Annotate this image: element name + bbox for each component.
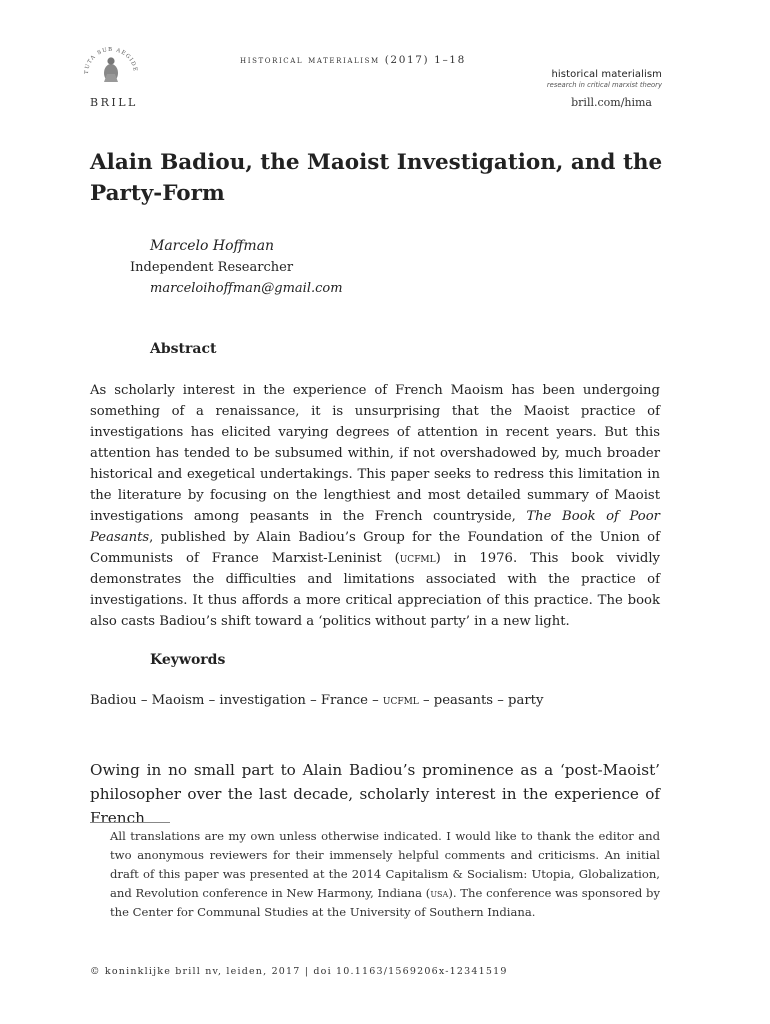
abstract-text: As scholarly interest in the experience of French Maoism has been undergoing something of a renaissance, it is unsurprising that the Maoist practice of investigations has elicited varying degrees of attention in recent years. But this attention has tended to be subsumed within, if not overshadowed by, much broader historical and exegetical undertakings. This paper seeks to redress this limitation in the literature by focusing on the lengthiest and most detailed summary of Maoist investigations among peasants in the French countryside, The Book of Poor Peasants, published by Alain Badiou’s Group for the Foundation of the Union of Communists of France Marxist-Leninist (ucfml) in 1976. This book vividly demonstrates the difficulties and limitations associated with the practice of investigations. It thus affords a more critical appreciation of this practice. The book also casts Badiou’s shift toward a ‘politics without party’ in a new light.	[90, 383, 660, 629]
publisher-name: BRILL	[90, 96, 138, 109]
acronym: usa	[430, 886, 449, 900]
acronym: ucfml	[382, 693, 419, 708]
abstract-heading: Abstract	[150, 341, 217, 357]
copyright-doi: © koninklijke brill nv, leiden, 2017 | doi 10.1163/1569206x-12341519	[90, 966, 508, 977]
running-head: historical materialism (2017) 1–18	[240, 54, 466, 66]
brill-logo	[80, 44, 142, 92]
journal-logo-title: historical materialism	[551, 69, 662, 80]
author-affiliation: Independent Researcher	[130, 260, 294, 275]
author-name: Marcelo Hoffman	[150, 238, 275, 254]
footnote: All translations are my own unless otherwise indicated. I would like to thank the editor and two anonymous reviewers for their immensely helpful comments and criticisms. An initial draft of this paper was presented at the 2014 Capitalism & Socialism: Utopia, Globalization, and Revolution conference in New Harmony, Indiana (usa). The conference was sponsored by the Center for Communal Studies at the University of Southern Indiana.	[110, 829, 661, 919]
keywords-heading: Keywords	[150, 652, 226, 668]
footnote-divider	[90, 822, 170, 823]
journal-logo-tagline: research in critical marxist theory	[546, 81, 662, 89]
article-title: Alain Badiou, the Maoist Investigation, and the Party-Form	[90, 150, 663, 206]
acronym: ucfml	[399, 551, 436, 566]
body-paragraph: Owing in no small part to Alain Badiou’s prominence as a ‘post-Maoist’ philosopher over the last decade, scholarly interest in the experience of French	[90, 761, 660, 827]
journal-logo	[547, 69, 662, 89]
journal-url[interactable]: brill.com/hima	[571, 96, 652, 109]
keywords-list: Badiou – Maoism – investigation – France – ucfml – peasants – party	[90, 693, 544, 708]
book-title: The Book of Poor Peasants	[90, 509, 660, 545]
author-email[interactable]: marceloihoffman@gmail.com	[150, 281, 343, 296]
brill-logo-motto: TUTA SUB AEGIDE	[83, 46, 139, 75]
